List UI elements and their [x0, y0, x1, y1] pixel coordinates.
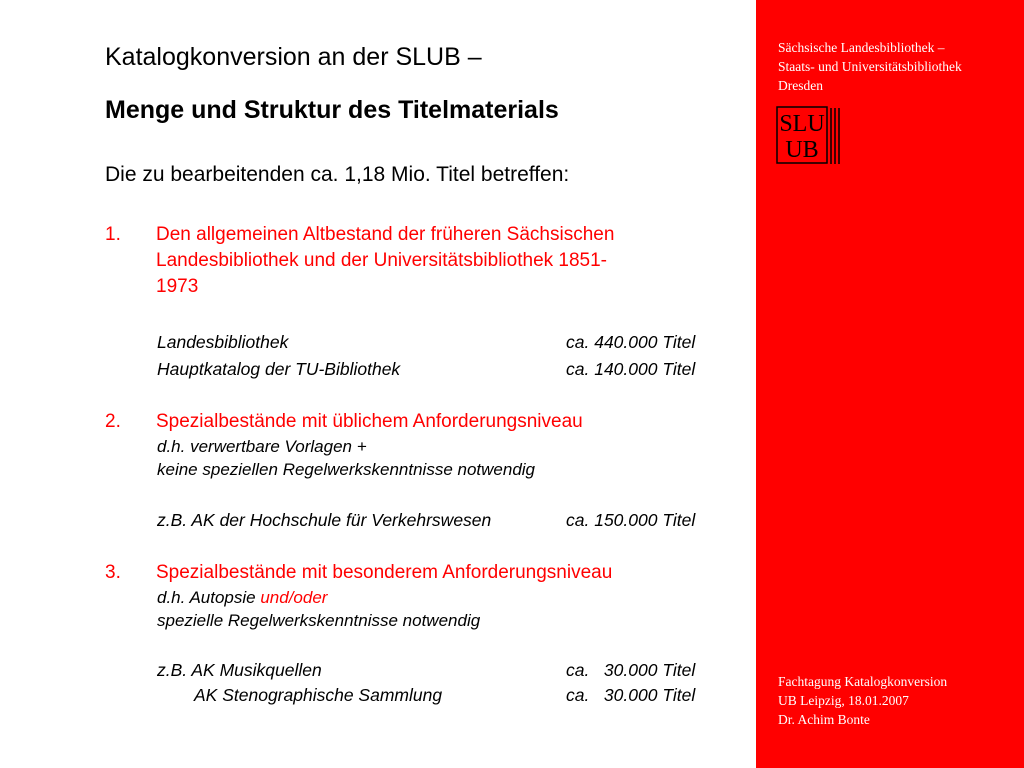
row-value: ca. 440.000 Titel [566, 332, 696, 352]
row-value: ca. 30.000 Titel [566, 660, 696, 680]
row-label: AK Stenographische Sammlung [194, 685, 443, 705]
slide-title: Katalogkonversion an der SLUB – [105, 43, 482, 71]
row-label: Hauptkatalog der TU-Bibliothek [157, 359, 401, 379]
section-3-row [157, 683, 737, 707]
row-value: ca. 140.000 Titel [566, 359, 696, 379]
section-2-row [157, 508, 737, 532]
slide-subtitle: Menge und Struktur des Titelmaterials [105, 96, 559, 124]
sub-prefix: d.h. Autopsie [157, 588, 261, 607]
institution-line: Sächsische Landesbibliothek – [778, 40, 945, 55]
section-3-sub-line [157, 587, 327, 609]
event-footer [778, 672, 1018, 729]
row-label: z.B. AK der Hochschule für Verkehrswesen [157, 510, 492, 530]
institution-name [778, 38, 1018, 95]
logo-text-line2: UB [785, 137, 819, 163]
section-2-sub-line: keine speziellen Regelwerkskenntnisse notwendig [157, 460, 536, 479]
section-1-row [157, 357, 737, 381]
logo-text-line1: SLU [779, 111, 825, 137]
section-1-heading-line: 1973 [156, 276, 199, 297]
sidebar-panel [756, 0, 1024, 768]
institution-line: Staats- und Universitätsbibliothek [778, 59, 962, 74]
section-3-heading: Spezialbestände mit besonderem Anforderungsniveau [156, 562, 613, 583]
section-2-sub-line: d.h. verwertbare Vorlagen + [157, 437, 367, 456]
slub-logo [776, 106, 844, 166]
row-value: ca. 30.000 Titel [566, 685, 696, 705]
sub-highlight: und/oder [260, 588, 328, 607]
section-1-heading-line: Landesbibliothek und der Universitätsbibliothek 1851- [156, 250, 608, 271]
row-value: ca. 150.000 Titel [566, 510, 696, 530]
section-2-heading: Spezialbestände mit üblichem Anforderungsniveau [156, 411, 583, 432]
intro-text: Die zu bearbeitenden ca. 1,18 Mio. Titel betreffen: [105, 163, 570, 186]
footer-line: UB Leipzig, 18.01.2007 [778, 693, 909, 708]
institution-line: Dresden [778, 78, 823, 93]
section-3-number: 3. [105, 562, 121, 583]
section-1-row [157, 330, 737, 354]
footer-line: Fachtagung Katalogkonversion [778, 674, 948, 689]
section-1-heading [156, 222, 726, 300]
section-1-number: 1. [105, 224, 121, 245]
section-2-number: 2. [105, 411, 121, 432]
row-label: Landesbibliothek [157, 332, 289, 352]
section-3-row [157, 658, 737, 682]
footer-line: Dr. Achim Bonte [778, 712, 870, 727]
row-label: z.B. AK Musikquellen [157, 660, 322, 680]
section-3-sub-line: spezielle Regelwerkskenntnisse notwendig [157, 611, 481, 630]
section-1-heading-line: Den allgemeinen Altbestand der früheren Sächsischen [156, 224, 615, 245]
